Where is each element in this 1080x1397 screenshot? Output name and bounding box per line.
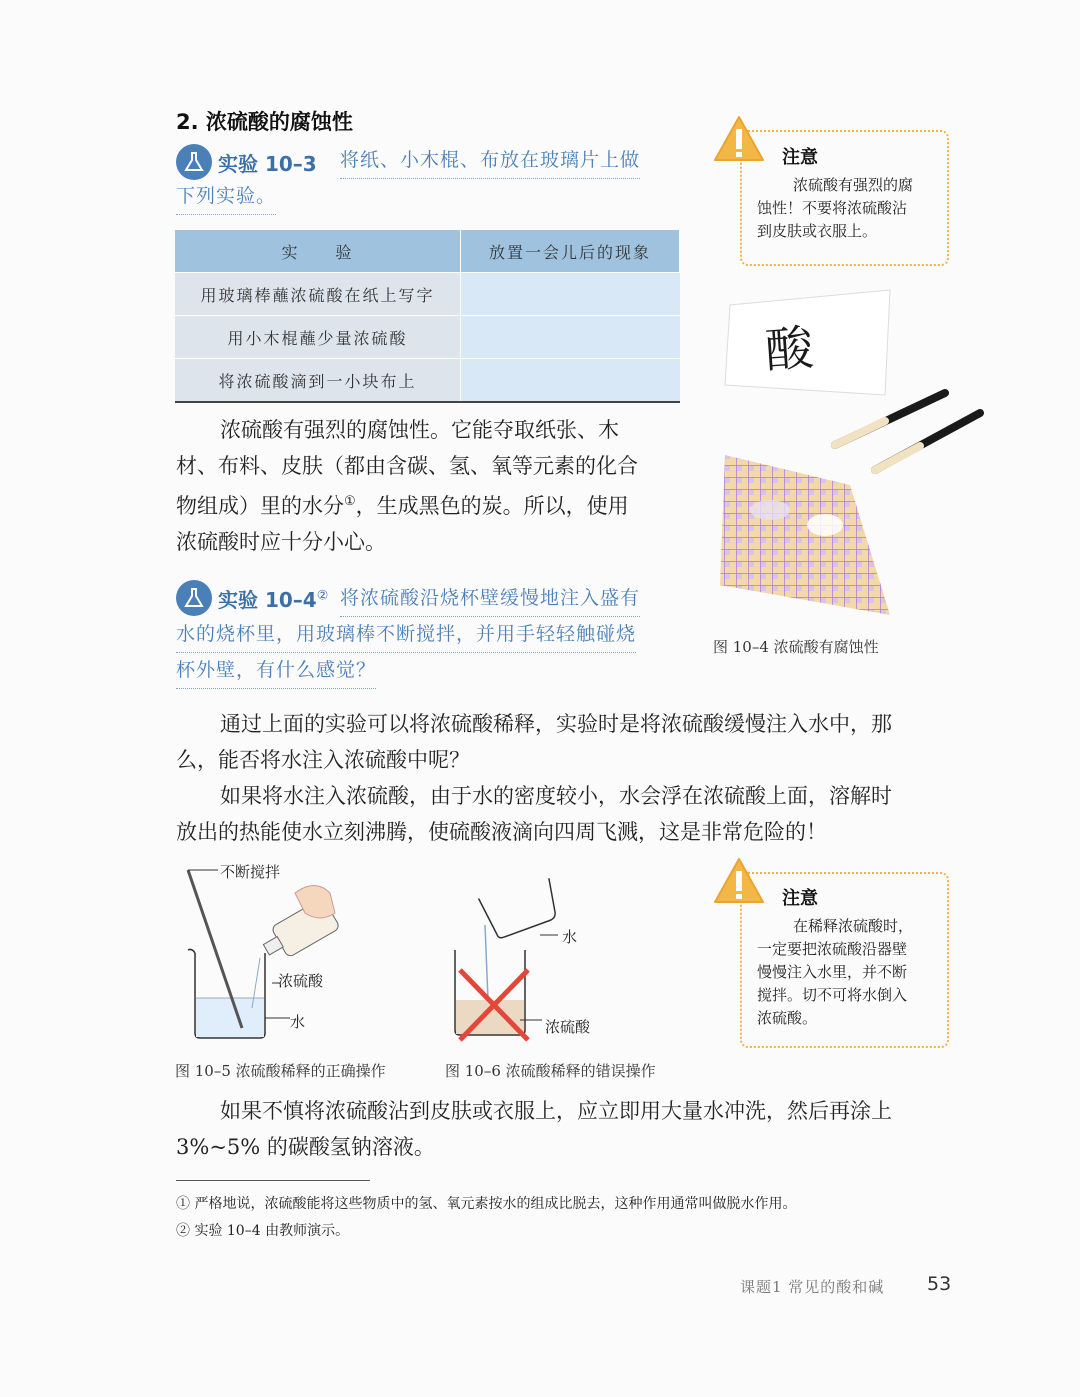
experiment-text: 将纸、小木棍、布放在玻璃片上做 (340, 142, 640, 179)
table-cell: 用小木棍蘸少量浓硫酸 (175, 316, 461, 359)
table-header: 实 验 (175, 230, 461, 273)
table-cell: 将浓硫酸滴到一小块布上 (175, 359, 461, 403)
note-line: 到皮肤或衣服上。 (757, 222, 878, 240)
table-row (175, 359, 680, 403)
text-line: 如果将水注入浓硫酸，由于水的密度较小，水会浮在浓硫酸上面，溶解时 (220, 784, 892, 808)
text-line: 3%~5% 的碳酸氢钠溶液。 (176, 1135, 435, 1159)
text-line: 放出的热能使水立刻沸腾，使硫酸液滴向四周飞溅，这是非常危险的！ (176, 820, 827, 844)
experiment-title: 实验 10–3 (218, 152, 317, 176)
note-line: 在稀释浓硫酸时， (793, 917, 914, 935)
text-line: 通过上面的实验可以将浓硫酸稀释，实验时是将浓硫酸缓慢注入水中，那 (220, 712, 892, 736)
table-row (175, 273, 680, 316)
label-water: 水 (562, 928, 578, 946)
label-acid: 浓硫酸 (278, 972, 324, 990)
experiment-text: 杯外壁，有什么感觉？ (176, 652, 376, 689)
flask-icon (176, 144, 212, 180)
text-line: 浓硫酸时应十分小心。 (176, 530, 386, 554)
section-heading: 2. 浓硫酸的腐蚀性 (176, 110, 353, 134)
table-cell (461, 316, 680, 359)
note-title: 注意 (782, 888, 818, 909)
note-line: 一定要把浓硫酸沿器壁 (757, 940, 908, 958)
footnote: ① 严格地说，浓硫酸能将这些物质中的氢、氧元素按水的组成比脱去，这种作用通常叫做脱水作用。 (176, 1196, 797, 1212)
paragraph (176, 1093, 956, 1165)
footnote-ref[interactable]: ② (316, 588, 329, 604)
label-acid: 浓硫酸 (545, 1018, 591, 1036)
paper-char: 酸 (763, 320, 816, 380)
label-rod: 不断搅拌 (220, 863, 281, 881)
experiment-text: 水的烧杯里，用玻璃棒不断搅拌，并用手轻轻触碰烧 (176, 616, 636, 653)
figure-caption: 图 10–4 浓硫酸有腐蚀性 (713, 638, 879, 656)
text-line: 么，能否将水注入浓硫酸中呢？ (176, 748, 470, 772)
table-cell (461, 273, 680, 316)
note-text (757, 174, 937, 243)
table-header: 放置一会儿后的现象 (461, 230, 680, 273)
text-line: 如果不慎将浓硫酸沾到皮肤或衣服上，应立即用大量水冲洗，然后再涂上 (220, 1099, 892, 1123)
warning-icon (712, 856, 766, 910)
table-cell: 用玻璃棒蘸浓硫酸在纸上写字 (175, 273, 461, 316)
wooden-sticks (835, 393, 980, 470)
text-span: 物组成）里的水分 (176, 494, 344, 518)
note-text (757, 915, 937, 1030)
experiment-title-text: 实验 10–4 (218, 588, 317, 612)
chapter-footer: 课题1 常见的酸和碱 (740, 1278, 885, 1296)
text-line: 材、布料、皮肤（都由含碳、氢、氧等元素的化合 (176, 454, 638, 478)
experiment-table (175, 230, 680, 403)
note-line: 浓硫酸。 (757, 1009, 818, 1027)
paragraph (176, 412, 686, 560)
text-span: ，生成黑色的炭。所以，使用 (355, 494, 629, 518)
experiment-text: 下列实验。 (176, 178, 276, 215)
footnote-divider (176, 1180, 370, 1181)
note-line: 浓硫酸有强烈的腐 (793, 176, 914, 194)
experiment-text: 将浓硫酸沿烧杯壁缓慢地注入盛有 (340, 580, 640, 617)
figure-caption: 图 10–6 浓硫酸稀释的错误操作 (445, 1062, 656, 1080)
paragraph (176, 706, 956, 850)
text-line: 浓硫酸有强烈的腐蚀性。它能夺取纸张、木 (220, 418, 619, 442)
table-row (175, 316, 680, 359)
figure-caption: 图 10–5 浓硫酸稀释的正确操作 (175, 1062, 386, 1080)
text-line (176, 484, 686, 524)
footnote-ref[interactable]: ① (344, 494, 356, 509)
note-line: 蚀性！不要将浓硫酸沾 (757, 199, 908, 217)
footnote: ② 实验 10–4 由教师演示。 (176, 1223, 350, 1239)
flask-icon (176, 580, 212, 616)
cloth-image (720, 455, 890, 615)
label-water: 水 (290, 1013, 306, 1031)
table-cell (461, 359, 680, 403)
note-line: 搅拌。切不可将水倒入 (757, 986, 908, 1004)
note-title: 注意 (782, 147, 818, 168)
note-line: 慢慢注入水里，并不断 (757, 963, 908, 981)
page-number: 53 (927, 1273, 952, 1295)
corrosion-figure (700, 285, 990, 625)
warning-icon (712, 114, 766, 168)
experiment-title (218, 584, 328, 613)
